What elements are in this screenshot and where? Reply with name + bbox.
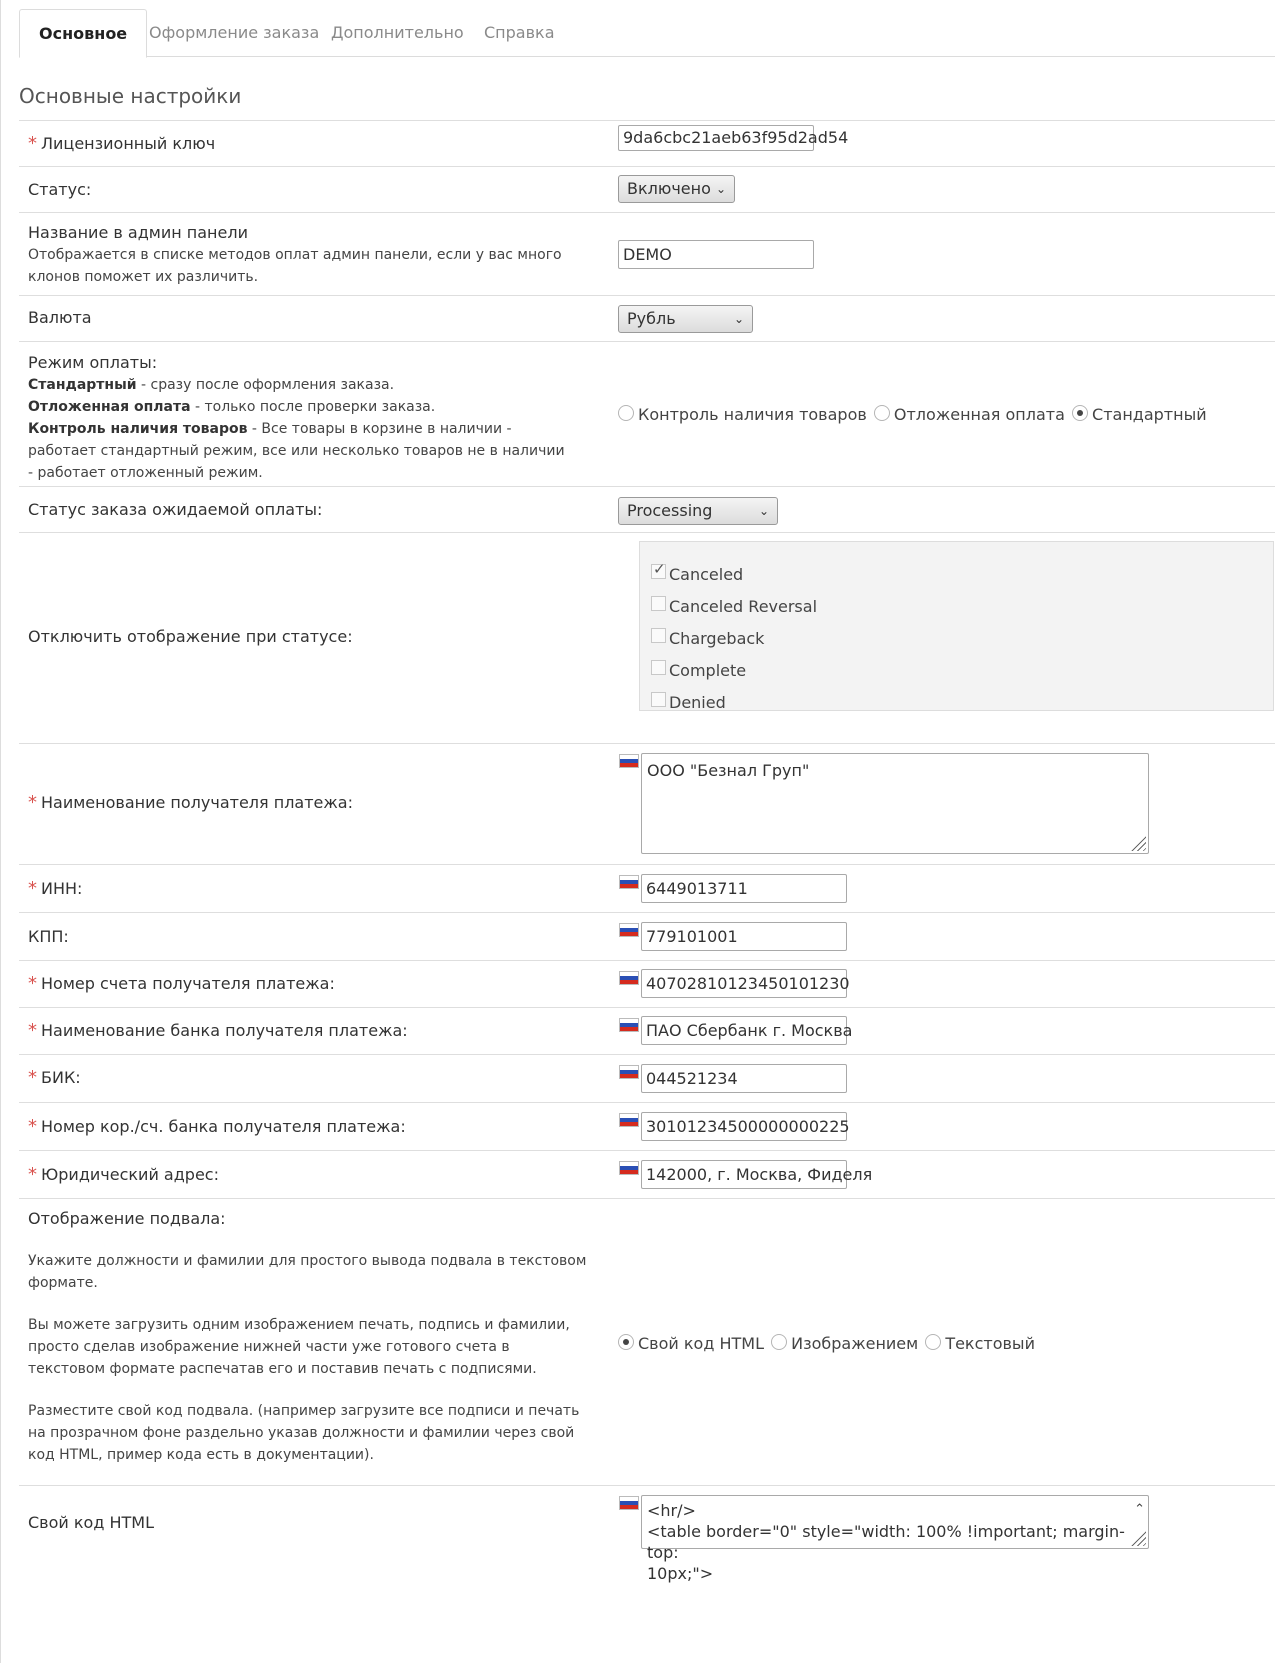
required-mark: * <box>28 792 37 813</box>
checkbox-icon[interactable] <box>651 628 666 643</box>
tab-additional[interactable]: Дополнительно <box>331 23 464 42</box>
status-label: Статус: <box>28 180 92 199</box>
ru-flag-icon <box>619 971 639 985</box>
radio-icon[interactable] <box>618 405 634 421</box>
admin-name-input[interactable]: DEMO <box>618 240 814 269</box>
section-title: Основные настройки <box>19 84 242 108</box>
footer-display-label: Отображение подвала: <box>28 1209 226 1228</box>
bank-name-label: Наименование банка получателя платежа: <box>41 1021 408 1040</box>
row-pending-status <box>19 486 1275 532</box>
checkbox-icon[interactable] <box>651 564 666 579</box>
license-key-input[interactable]: 9da6cbc21aeb63f95d2ad54 <box>618 125 814 151</box>
footer-help-text: Укажите должности и фамилии для простого вывода подвала в текстовом формате. <box>28 1253 587 1291</box>
bik-input[interactable]: 044521234 <box>641 1064 847 1093</box>
bik-label: БИК: <box>41 1068 81 1087</box>
pending-status-select-value: Processing <box>627 501 713 520</box>
tab-general[interactable]: Основное <box>19 9 147 58</box>
row-kpp <box>19 912 1275 960</box>
admin-name-help: Отображается в списке методов оплат админ панели, если у вас много клонов поможет их различить. <box>28 247 562 285</box>
row-footer-display <box>19 1198 1275 1485</box>
account-input[interactable]: 40702810123450101230 <box>641 969 847 998</box>
checkbox-icon[interactable] <box>651 692 666 707</box>
custom-html-label: Свой код HTML <box>28 1513 154 1532</box>
radio-icon[interactable] <box>771 1334 787 1350</box>
row-bik <box>19 1054 1275 1102</box>
footer-display-radios <box>618 1334 1037 1353</box>
ru-flag-icon <box>619 1065 639 1079</box>
legal-address-label: Юридический адрес: <box>41 1165 219 1184</box>
required-mark: * <box>28 973 37 994</box>
account-label: Номер счета получателя платежа: <box>41 974 335 993</box>
radio-icon[interactable] <box>618 1334 634 1350</box>
corr-account-input[interactable]: 30101234500000000225 <box>641 1112 847 1141</box>
ru-flag-icon <box>619 1018 639 1032</box>
footer-help-html: Разместите свой код подвала. (например загрузите все подписи и печать на прозрачном фоне раздельно указав должности и фамилии через свой код HTML, пример кода есть в документации). <box>28 1403 580 1463</box>
corr-account-label: Номер кор./сч. банка получателя платежа: <box>41 1117 406 1136</box>
hide-status-label: Отключить отображение при статусе: <box>28 627 353 646</box>
payment-mode-label: Режим оплаты: <box>28 353 158 372</box>
required-mark: * <box>28 1067 37 1088</box>
required-mark: * <box>28 1116 37 1137</box>
row-custom-html <box>19 1485 1275 1583</box>
recipient-name-label: Наименование получателя платежа: <box>41 793 353 812</box>
required-mark: * <box>28 878 37 899</box>
checkbox-icon[interactable] <box>651 596 666 611</box>
payment-mode-radios <box>618 405 1209 424</box>
ru-flag-icon <box>619 1161 639 1175</box>
scroll-up-icon[interactable]: ⌃ <box>1134 1502 1145 1517</box>
admin-name-label: Название в админ панели <box>28 223 248 242</box>
tab-help[interactable]: Справка <box>484 23 555 42</box>
row-corr-account <box>19 1102 1275 1150</box>
payment-mode-option-deferred[interactable]: Отложенная оплата <box>874 405 1065 424</box>
currency-select[interactable] <box>618 305 753 333</box>
page-edge <box>0 0 1 1663</box>
chevron-down-icon: ⌄ <box>715 182 726 196</box>
row-account <box>19 960 1275 1007</box>
row-bank-name <box>19 1007 1275 1054</box>
kpp-label: КПП: <box>28 927 69 946</box>
checkbox-icon[interactable] <box>651 660 666 675</box>
tab-order-design[interactable]: Оформление заказа <box>149 23 320 42</box>
footer-option-html[interactable]: Свой код HTML <box>618 1334 764 1353</box>
checkbox-item[interactable]: Canceled Reversal <box>651 596 817 616</box>
footer-option-image[interactable]: Изображением <box>771 1334 918 1353</box>
ru-flag-icon <box>619 1113 639 1127</box>
footer-help-image: Вы можете загрузить одним изображением печать, подпись и фамилии, просто сделав изображение нижней части уже готового счета в текстовом формате распечатав его и поставив печать с подписями. <box>28 1317 570 1377</box>
bank-name-input[interactable]: ПАО Сбербанк г. Москва <box>641 1016 847 1045</box>
currency-label: Валюта <box>28 308 92 327</box>
required-mark: * <box>28 1020 37 1041</box>
pending-status-select[interactable] <box>618 497 778 525</box>
currency-select-value: Рубль <box>627 309 676 328</box>
required-mark: * <box>28 133 37 154</box>
checkbox-item[interactable]: Chargeback <box>651 628 764 648</box>
pending-status-label: Статус заказа ожидаемой оплаты: <box>28 500 323 519</box>
ru-flag-icon <box>619 923 639 937</box>
checkbox-item[interactable]: Complete <box>651 660 746 680</box>
radio-icon[interactable] <box>874 405 890 421</box>
row-hide-status <box>19 532 1275 743</box>
chevron-down-icon: ⌄ <box>733 312 744 326</box>
payment-mode-option-stock-control[interactable]: Контроль наличия товаров <box>618 405 867 424</box>
footer-option-text[interactable]: Текстовый <box>925 1334 1035 1353</box>
license-label: Лицензионный ключ <box>41 134 216 153</box>
row-payment-mode <box>19 341 1275 486</box>
radio-icon[interactable] <box>925 1334 941 1350</box>
chevron-down-icon: ⌄ <box>758 504 769 518</box>
payment-mode-help: Стандартный - сразу после оформления заказа. Отложенная оплата - только после проверки заказа. Контроль наличия товаров - Все товары в корзине в наличии - работает стандартный режим, все или несколько товаров не в наличии - работает отложенный режим. <box>28 377 565 481</box>
required-mark: * <box>28 1164 37 1185</box>
status-select-value: Включено <box>627 179 711 198</box>
kpp-input[interactable]: 779101001 <box>641 922 847 951</box>
inn-label: ИНН: <box>41 879 83 898</box>
tab-bar <box>19 9 1275 57</box>
inn-input[interactable]: 6449013711 <box>641 874 847 903</box>
checkbox-item[interactable]: ✓Canceled <box>651 564 743 584</box>
row-inn <box>19 864 1275 912</box>
recipient-name-textarea[interactable]: ООО "Безнал Груп" <box>641 753 1149 854</box>
status-select[interactable] <box>618 175 735 203</box>
row-recipient-name <box>19 743 1275 864</box>
hide-status-checklist[interactable] <box>639 541 1274 711</box>
row-status <box>19 166 1275 212</box>
row-currency <box>19 295 1275 341</box>
row-legal-address <box>19 1150 1275 1198</box>
row-admin-name <box>19 212 1275 295</box>
radio-icon[interactable] <box>1072 405 1088 421</box>
custom-html-textarea[interactable]: <hr/> <table border="0" style="width: 100% !important; margin-top: 10px;"> ⌃ <box>641 1495 1149 1549</box>
payment-mode-option-standard[interactable]: Стандартный <box>1072 405 1207 424</box>
ru-flag-icon <box>619 875 639 889</box>
ru-flag-icon <box>619 754 639 768</box>
ru-flag-icon <box>619 1496 639 1510</box>
legal-address-input[interactable]: 142000, г. Москва, Фиделя <box>641 1160 847 1189</box>
checkbox-item[interactable]: Denied <box>651 692 726 712</box>
resize-handle-icon[interactable] <box>1128 833 1146 851</box>
row-license <box>19 120 1275 166</box>
